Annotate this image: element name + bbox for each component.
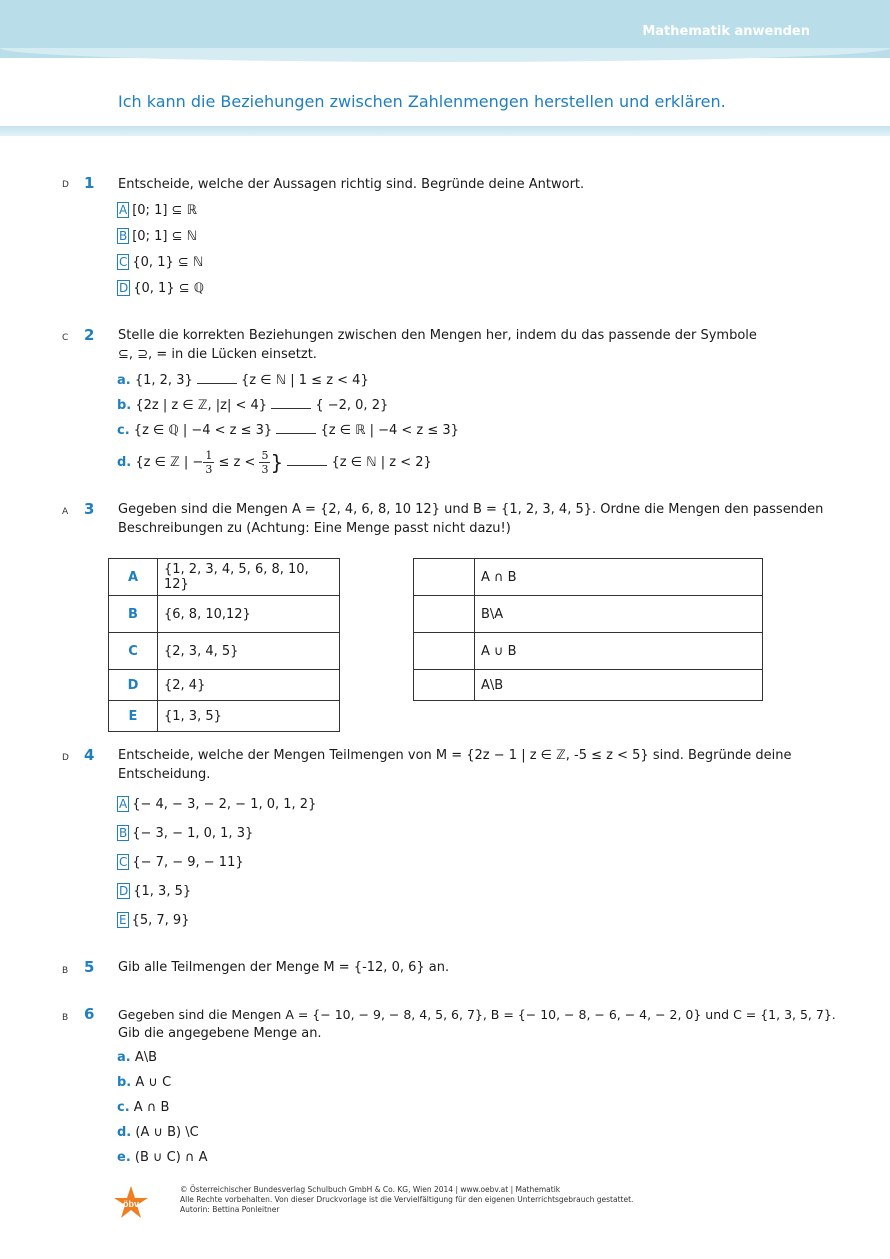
set-right: {z ∈ ℕ | z < 2}: [331, 455, 432, 470]
section-label: Mathematik anwenden: [642, 24, 810, 39]
option: [117, 202, 197, 218]
set-left: {2z | z ∈ ℤ, |z| < 4}: [135, 398, 268, 413]
subtask-text: A ∩ B: [133, 1100, 170, 1115]
task-level: D: [62, 180, 69, 190]
table-row: [414, 670, 763, 701]
option-text: {0, 1} ⊆ ℕ: [132, 255, 204, 270]
option-key: B: [119, 229, 128, 243]
option-text: {− 3, − 1, 0, 1, 3}: [132, 826, 254, 841]
answer-cell[interactable]: [414, 559, 475, 596]
subtask-key: b.: [117, 398, 132, 413]
task-text-line2: Entscheidung.: [118, 767, 211, 782]
logo-text: öbv: [122, 1199, 140, 1209]
task-number: 1: [84, 174, 95, 192]
task-text-line2: Beschreibungen zu (Achtung: Eine Menge passt nicht dazu!): [118, 521, 511, 536]
inequality: ≤ z <: [218, 455, 256, 470]
option-key: A: [119, 797, 128, 811]
subtask-key: a.: [117, 1050, 131, 1065]
option: [117, 825, 253, 841]
task-level: A: [62, 507, 69, 517]
set-left: {1, 2, 3}: [134, 373, 193, 388]
answer-cell[interactable]: [414, 596, 475, 633]
set-right: { −2, 0, 2}: [315, 398, 389, 413]
row-value: {1, 2, 3, 4, 5, 6, 8, 10, 12}: [158, 559, 340, 596]
minus-sign: −: [192, 455, 204, 470]
subtask-key: e.: [117, 1150, 131, 1165]
answer-blank[interactable]: [276, 421, 316, 434]
task-text-line1: Stelle die korrekten Beziehungen zwischen den Mengen her, indem du das passende der Symbole: [118, 328, 757, 343]
option-text: {5, 7, 9}: [131, 913, 190, 928]
option-text: [0; 1] ⊆ ℕ: [132, 229, 197, 244]
numerator: 1: [205, 449, 213, 462]
task-number: 4: [84, 746, 95, 764]
task-text-line1: Entscheide, welche der Mengen Teilmengen von M = {2z − 1 | z ∈ ℤ, -5 ≤ z < 5} sind. Begründe deine: [118, 748, 792, 763]
subtask-key: c.: [117, 423, 130, 438]
set-left: {z ∈ ℤ |: [135, 455, 189, 470]
subtask: [117, 1050, 157, 1065]
row-key: A: [109, 559, 158, 596]
table-row: [109, 670, 340, 701]
learning-goal: Ich kann die Beziehungen zwischen Zahlenmengen herstellen und erklären.: [118, 92, 726, 111]
option-text: [0; 1] ⊆ ℝ: [132, 203, 197, 218]
header-wave: [0, 48, 890, 62]
subtask: [117, 1150, 208, 1165]
subtask-text: A ∪ C: [135, 1075, 172, 1090]
row-key: D: [109, 670, 158, 701]
author-line: Autorin: Bettina Ponleitner: [180, 1205, 280, 1214]
descriptions-table: [413, 558, 763, 701]
option-key: B: [119, 826, 128, 840]
table-row: [109, 596, 340, 633]
description: A\B: [475, 670, 763, 701]
option: [117, 254, 203, 270]
task-level: D: [62, 753, 69, 763]
footer: [180, 1185, 633, 1215]
set-right: {z ∈ ℝ | −4 < z ≤ 3}: [320, 423, 459, 438]
subtask: [117, 449, 432, 476]
option-key: E: [119, 913, 127, 927]
option-key: D: [119, 884, 129, 898]
table-row: [109, 701, 340, 732]
subtask-key: a.: [117, 373, 131, 388]
oebv-logo-icon: [113, 1186, 149, 1220]
task-level: B: [62, 966, 69, 976]
option-key: C: [119, 855, 128, 869]
rights-line: Alle Rechte vorbehalten. Von dieser Druckvorlage ist die Vervielfältigung für den eigenen Unterrichtsgebrauch gestattet.: [180, 1195, 634, 1204]
closing-brace: }: [270, 450, 284, 475]
subtask: [117, 396, 388, 413]
subtask-text: A\B: [134, 1050, 158, 1065]
answer-cell[interactable]: [414, 670, 475, 701]
subtask-text: (B ∪ C) ∩ A: [134, 1150, 208, 1165]
table-row: [109, 633, 340, 670]
option-text: {− 7, − 9, − 11}: [132, 855, 244, 870]
answer-blank[interactable]: [287, 453, 327, 466]
subtask-key: d.: [117, 455, 132, 470]
table-row: [109, 559, 340, 596]
table-row: [414, 559, 763, 596]
copyright-line: © Österreichischer Bundesverlag Schulbuch GmbH & Co. KG, Wien 2014 | www.oebv.at | Mathematik: [180, 1185, 561, 1194]
subtask: [117, 371, 369, 388]
subtask-key: d.: [117, 1125, 132, 1140]
numerator: 5: [261, 449, 269, 462]
option-text: {1, 3, 5}: [133, 884, 192, 899]
option: [117, 912, 189, 928]
row-value: {1, 3, 5}: [158, 701, 340, 732]
subtask: [117, 1075, 171, 1090]
denominator: 3: [261, 463, 269, 476]
task-number: 6: [84, 1005, 95, 1023]
option: [117, 228, 197, 244]
option-key: D: [119, 281, 129, 295]
task-text-line1: Gegeben sind die Mengen A = {− 10, − 9, − 8, 4, 5, 6, 7}, B = {− 10, − 8, − 6, − 4, − 2, 0} und C = {1, 3, 5, 7}.: [118, 1007, 836, 1022]
fraction: [203, 449, 214, 476]
row-key: E: [109, 701, 158, 732]
subtask: [117, 1125, 199, 1140]
set-left: {z ∈ ℚ | −4 < z ≤ 3}: [133, 423, 273, 438]
description: A ∪ B: [475, 633, 763, 670]
option: [117, 796, 316, 812]
task-text: Entscheide, welche der Aussagen richtig sind. Begründe deine Antwort.: [118, 177, 585, 192]
task-number: 5: [84, 958, 95, 976]
description: B\A: [475, 596, 763, 633]
description: A ∩ B: [475, 559, 763, 596]
task-text-line2: ⊆, ⊇, = in die Lücken einsetzt.: [118, 347, 317, 362]
task-text-line2: Gib die angegebene Menge an.: [118, 1026, 322, 1041]
subtask: [117, 1100, 169, 1115]
subtask-key: c.: [117, 1100, 130, 1115]
answer-blank[interactable]: [197, 371, 237, 384]
task-level: C: [62, 333, 69, 343]
option-key: A: [119, 203, 128, 217]
answer-cell[interactable]: [414, 633, 475, 670]
denominator: 3: [205, 463, 213, 476]
option: [117, 280, 204, 296]
table-row: [414, 596, 763, 633]
row-value: {6, 8, 10,12}: [158, 596, 340, 633]
table-row: [414, 633, 763, 670]
header-divider: [0, 126, 890, 136]
sets-table: [108, 558, 340, 732]
subtask: [117, 421, 459, 438]
row-value: {2, 3, 4, 5}: [158, 633, 340, 670]
task-text: Gib alle Teilmengen der Menge M = {-12, 0, 6} an.: [118, 960, 450, 975]
task-level: B: [62, 1013, 69, 1023]
option-text: {0, 1} ⊆ ℚ: [133, 281, 204, 296]
fraction: [259, 449, 270, 476]
option: [117, 883, 191, 899]
row-value: {2, 4}: [158, 670, 340, 701]
option: [117, 854, 244, 870]
task-text-line1: Gegeben sind die Mengen A = {2, 4, 6, 8, 10 12} und B = {1, 2, 3, 4, 5}. Ordne die Mengen den passenden: [118, 502, 824, 517]
option-key: C: [119, 255, 128, 269]
subtask-text: (A ∪ B) \C: [135, 1125, 199, 1140]
task-number: 2: [84, 326, 95, 344]
option-text: {− 4, − 3, − 2, − 1, 0, 1, 2}: [132, 797, 317, 812]
set-right: {z ∈ ℕ | 1 ≤ z < 4}: [241, 373, 369, 388]
answer-blank[interactable]: [271, 396, 311, 409]
row-key: C: [109, 633, 158, 670]
subtask-key: b.: [117, 1075, 132, 1090]
row-key: B: [109, 596, 158, 633]
task-number: 3: [84, 500, 95, 518]
